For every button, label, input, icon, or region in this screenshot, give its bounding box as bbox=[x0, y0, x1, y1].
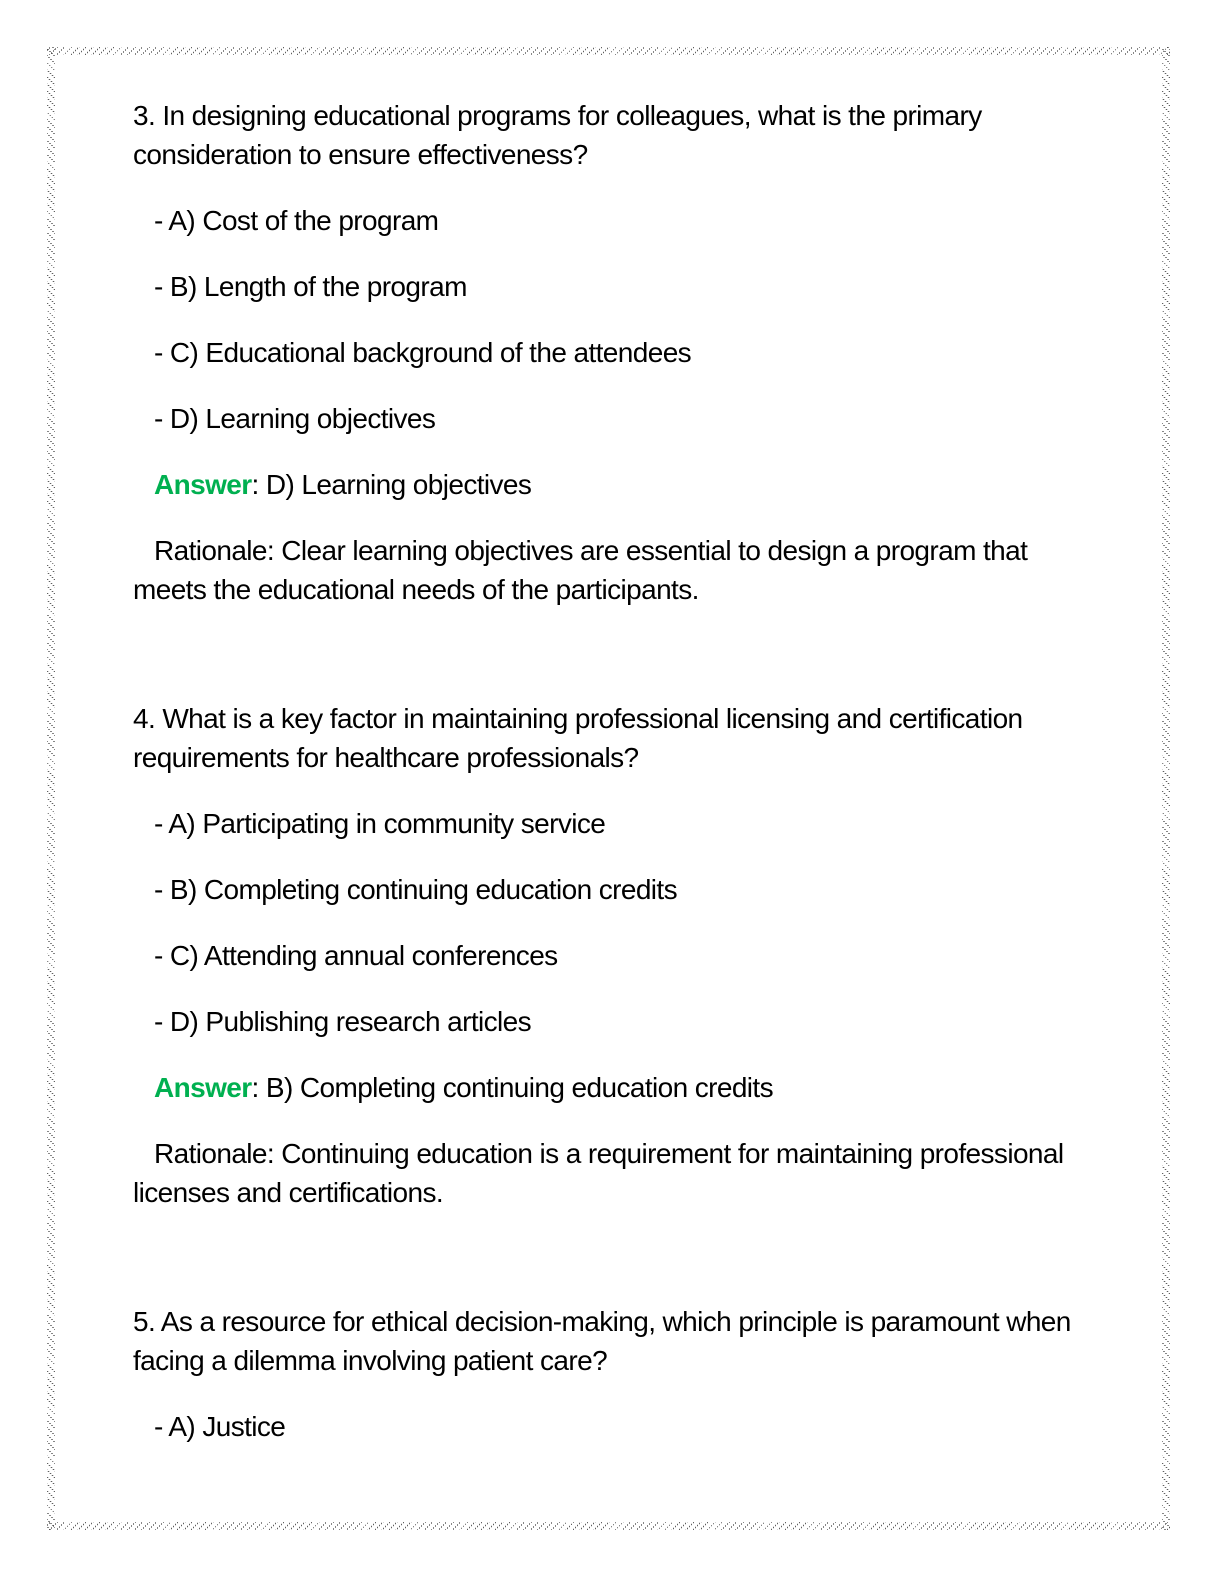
answer-line bbox=[133, 1068, 1093, 1107]
question-5 bbox=[133, 1302, 1093, 1446]
option-b: - B) Length of the program bbox=[154, 271, 467, 302]
option-a: - A) Justice bbox=[154, 1411, 286, 1442]
answer-line bbox=[133, 465, 1093, 504]
answer-value: : D) Learning objectives bbox=[251, 469, 532, 500]
question-4 bbox=[133, 699, 1093, 1212]
border-bottom-zigzag bbox=[47, 1522, 1170, 1530]
question-text: 3. In designing educational programs for colleagues, what is the primary consideration to ensure effectiveness? bbox=[133, 100, 982, 170]
question-text: 4. What is a key factor in maintaining professional licensing and certification requirements for healthcare professionals? bbox=[133, 703, 1023, 773]
option-d: - D) Publishing research articles bbox=[154, 1006, 532, 1037]
option-a: - A) Participating in community service bbox=[154, 808, 606, 839]
question-3 bbox=[133, 96, 1093, 609]
option-b: - B) Completing continuing education credits bbox=[154, 874, 678, 905]
rationale: Rationale: Continuing education is a requirement for maintaining professional licenses and certifications. bbox=[133, 1138, 1064, 1208]
option-c: - C) Attending annual conferences bbox=[154, 940, 558, 971]
border-left-zigzag bbox=[47, 47, 55, 1530]
border-right-zigzag bbox=[1162, 47, 1170, 1530]
answer-value: : B) Completing continuing education credits bbox=[251, 1072, 774, 1103]
option-d: - D) Learning objectives bbox=[154, 403, 436, 434]
option-a: - A) Cost of the program bbox=[154, 205, 439, 236]
spacer bbox=[133, 609, 1093, 699]
document-content bbox=[133, 96, 1093, 1473]
spacer bbox=[133, 1212, 1093, 1302]
option-c: - C) Educational background of the attendees bbox=[154, 337, 692, 368]
border-top-zigzag bbox=[47, 47, 1170, 55]
rationale: Rationale: Clear learning objectives are essential to design a program that meets the educational needs of the participants. bbox=[133, 535, 1028, 605]
answer-label: Answer bbox=[154, 469, 252, 500]
question-text: 5. As a resource for ethical decision-making, which principle is paramount when facing a dilemma involving patient care? bbox=[133, 1306, 1071, 1376]
answer-label: Answer bbox=[154, 1072, 252, 1103]
